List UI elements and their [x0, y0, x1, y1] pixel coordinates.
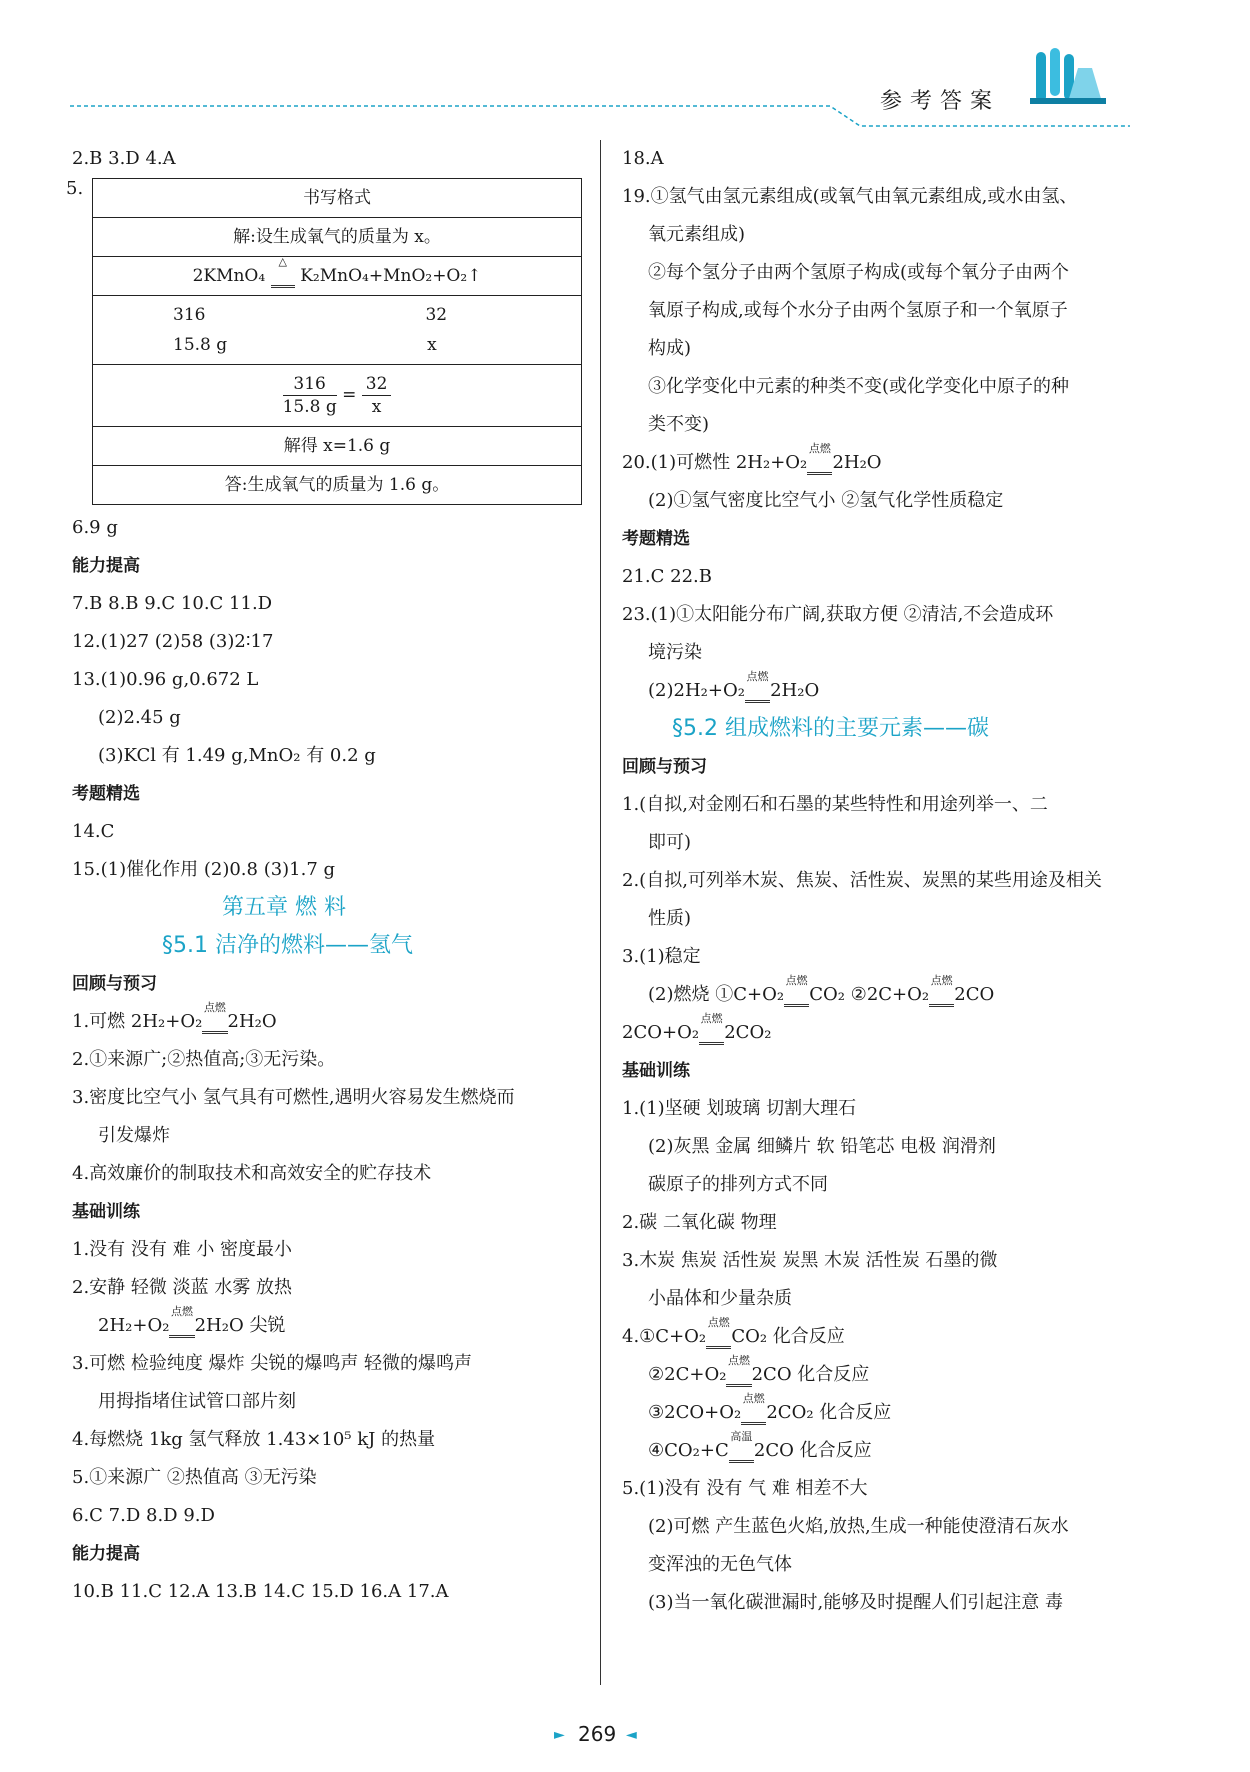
answer-line: 12.(1)27 (2)58 (3)2∶17 [72, 631, 274, 652]
section-heading: 回顾与预习 [622, 757, 707, 777]
answer-line: 23.(1)①太阳能分布广阔,获取方便 ②清洁,不会造成环 [622, 604, 1054, 625]
answer-line: 5.(1)没有 没有 气 难 相差不大 [622, 1478, 868, 1499]
answer-line: 变浑浊的无色气体 [648, 1554, 792, 1575]
answer-line: 境污染 [648, 642, 702, 663]
table-equation [93, 257, 582, 296]
right-column [622, 140, 1122, 1622]
answer-line: (2)可燃 产生蓝色火焰,放热,生成一种能使澄清石灰水 [648, 1516, 1069, 1537]
chapter-title: 第五章 燃 料 [222, 895, 346, 920]
section-heading: 能力提高 [72, 556, 140, 576]
answer-line: 碳原子的排列方式不同 [648, 1174, 828, 1195]
mass-32: 32 [425, 305, 448, 325]
answer-line: 3.可燃 检验纯度 爆炸 尖锐的爆鸣声 轻微的爆鸣声 [72, 1353, 473, 1374]
answer-line: 3.木炭 焦炭 活性炭 炭黑 木炭 活性炭 石墨的微 [622, 1250, 998, 1271]
mass-x: x [427, 335, 437, 355]
section-heading: 考题精选 [622, 529, 690, 549]
answer-line: ②2C+O₂ 点燃 2CO 化合反应 [648, 1354, 870, 1385]
eq-condition-label: △ [278, 255, 287, 268]
answer-line: 2H₂+O₂ 点燃 2H₂O 尖锐 [98, 1305, 286, 1336]
writing-format-table [92, 178, 582, 505]
answer-line: 2.①来源广;②热值高;③无污染。 [72, 1049, 336, 1070]
page-number: 269 [578, 1722, 617, 1746]
section-heading: 考题精选 [72, 784, 140, 804]
answer-line: 21.C 22.B [622, 566, 712, 587]
section-title: §5.1 洁净的燃料——氢气 [162, 933, 413, 958]
answer-line: 4.高效廉价的制取技术和高效安全的贮存技术 [72, 1163, 432, 1184]
answer-line: 6.C 7.D 8.D 9.D [72, 1505, 215, 1526]
answer-line: (3)KCl 有 1.49 g,MnO₂ 有 0.2 g [98, 745, 376, 766]
answer-line: 2.碳 二氧化碳 物理 [622, 1212, 777, 1233]
answer-line: 3.密度比空气小 氢气具有可燃性,遇明火容易发生燃烧而 [72, 1087, 515, 1108]
answer-line: ②每个氢分子由两个氢原子构成(或每个氧分子由两个 [648, 262, 1070, 283]
column-divider [600, 140, 601, 1685]
answer-line: ④CO₂+C 高温 2CO 化合反应 [648, 1430, 872, 1461]
answer-line: 1.(1)坚硬 划玻璃 切割大理石 [622, 1098, 857, 1119]
answer-line: 4.①C+O₂ 点燃 CO₂ 化合反应 [622, 1316, 845, 1347]
section-heading: 回顾与预习 [72, 974, 157, 994]
answer-line: 7.B 8.B 9.C 10.C 11.D [72, 593, 273, 614]
eq-condition [271, 255, 295, 288]
section-heading: 能力提高 [72, 1544, 140, 1564]
answer-line: 类不变) [648, 414, 710, 435]
answer-line: 5.①来源广 ②热值高 ③无污染 [72, 1467, 317, 1488]
page-arrow-right-icon: ◄ [626, 1727, 637, 1743]
answer-line: 4.每燃烧 1kg 氢气释放 1.43×10⁵ kJ 的热量 [72, 1429, 436, 1450]
eq-right: K₂MnO₄+MnO₂+O₂↑ [300, 266, 482, 286]
answer-line: 1.可燃 2H₂+O₂ 点燃 2H₂O [72, 1001, 277, 1032]
answer-line: 性质) [648, 908, 692, 929]
fraction-right: $\frac{32}{x}$ [362, 373, 392, 418]
answer-line: 15.(1)催化作用 (2)0.8 (3)1.7 g [72, 859, 336, 880]
section-heading: 基础训练 [622, 1061, 690, 1081]
mass-316: 316 [173, 305, 206, 325]
answer-line: 即可) [648, 832, 692, 853]
answer-line: 氧原子构成,或每个水分子由两个氢原子和一个氧原子 [648, 300, 1068, 321]
answer-line: (2)灰黑 金属 细鳞片 软 铅笔芯 电极 润滑剂 [648, 1136, 996, 1157]
answer-line: 20.(1)可燃性 2H₂+O₂ 点燃 2H₂O [622, 442, 882, 473]
answer-line: 18.A [622, 148, 664, 169]
table-row: 解:设生成氧气的质量为 x。 [93, 218, 582, 257]
fraction-left: $\frac{316}{15.8 g}$ [282, 374, 337, 417]
answer-line: (3)当一氧化碳泄漏时,能够及时提醒人们引起注意 毒 [648, 1592, 1063, 1613]
section-title: §5.2 组成燃料的主要元素——碳 [672, 716, 989, 741]
answer-line: 引发爆炸 [98, 1125, 170, 1146]
answer-line: 氧元素组成) [648, 224, 746, 245]
page-arrow-left-icon: ► [554, 1727, 565, 1743]
answer-line: 2.B 3.D 4.A [72, 148, 176, 169]
answer-line: 小晶体和少量杂质 [648, 1288, 792, 1309]
answer-line: 10.B 11.C 12.A 13.B 14.C 15.D 16.A 17.A [72, 1581, 449, 1602]
table-fraction: $\frac{316}{15.8 g}$ = $\frac{32}{x}$ [93, 365, 582, 427]
answer-line: (2)①氢气密度比空气小 ②氢气化学性质稳定 [648, 490, 1004, 511]
answer-line: 构成) [648, 338, 692, 359]
eq-left: 2KMnO₄ [192, 266, 266, 286]
answer-line: (2)燃烧 ①C+O₂ 点燃 CO₂ ②2C+O₂ 点燃 2CO [648, 974, 995, 1005]
answer-line: (2)2.45 g [98, 707, 181, 728]
format-table-block [66, 178, 582, 505]
section-heading: 基础训练 [72, 1202, 140, 1222]
answer-line: 19.①氢气由氢元素组成(或氧气由氧元素组成,或水由氢、 [622, 186, 1078, 207]
answer-line: (2)2H₂+O₂ 点燃 2H₂O [648, 670, 820, 701]
answer-line: 6.9 g [72, 517, 118, 538]
answer-line: 3.(1)稳定 [622, 946, 701, 967]
flask-logo-icon [1030, 48, 1106, 112]
answer-line: 2.(自拟,可列举木炭、焦炭、活性炭、炭黑的某些用途及相关 [622, 870, 1102, 891]
answer-line: 1.(自拟,对金刚石和石墨的某些特性和用途列举一、二 [622, 794, 1048, 815]
answer-line: 2.安静 轻微 淡蓝 水雾 放热 [72, 1277, 293, 1298]
answer-line: 1.没有 没有 难 小 密度最小 [72, 1239, 293, 1260]
table-head: 书写格式 [93, 179, 582, 218]
mass-15-8: 15.8 g [173, 335, 228, 355]
answer-line: 14.C [72, 821, 115, 842]
table-row: 解得 x=1.6 g [93, 427, 582, 466]
answer-line: 2CO+O₂ 点燃 2CO₂ [622, 1012, 772, 1043]
left-column [66, 140, 582, 1611]
answer-line: 用拇指堵住试管口部片刻 [98, 1391, 296, 1412]
header-title: 参考答案 [880, 89, 1001, 114]
answer-line: 13.(1)0.96 g,0.672 L [72, 669, 259, 690]
answer-line: ③2CO+O₂ 点燃 2CO₂ 化合反应 [648, 1392, 892, 1423]
table-masses [93, 296, 582, 365]
answer-line: ③化学变化中元素的种类不变(或化学变化中原子的种 [648, 376, 1070, 397]
question-number: 5. [66, 178, 84, 199]
table-row: 答:生成氧气的质量为 1.6 g。 [93, 466, 582, 505]
